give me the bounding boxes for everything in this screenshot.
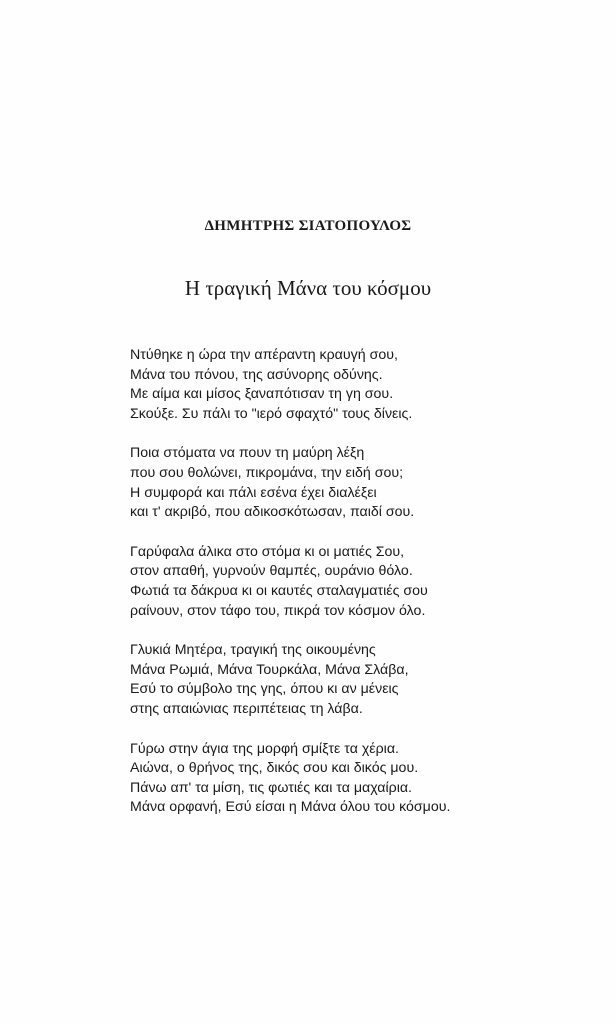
poem-line: Πάνω απ' τα μίση, τις φωτιές και τα μαχαίρια. bbox=[130, 779, 413, 796]
poem-line: που σου θολώνει, πικρομάνα, την ειδή σου; bbox=[130, 464, 404, 481]
poem-body bbox=[130, 346, 530, 838]
poem-line: Ντύθηκε η ώρα την απέραντη κραυγή σου, bbox=[130, 347, 398, 363]
poem-stanza bbox=[130, 740, 530, 818]
poem-stanza bbox=[130, 543, 530, 621]
poem-line: Σκούξε. Συ πάλι το "ιερό σφαχτό" τους δίνεις. bbox=[130, 405, 413, 422]
poem-line: Μάνα Ρωμιά, Μάνα Τουρκάλα, Μάνα Σλάβα, bbox=[130, 661, 409, 678]
poem-stanza bbox=[130, 346, 530, 424]
poem-stanza bbox=[130, 641, 530, 719]
poem-line: Ποια στόματα να πουν τη μαύρη λέξη bbox=[130, 445, 365, 462]
poem-line: Αιώνα, ο θρήνος της, δικός σου και δικός μου. bbox=[130, 760, 419, 777]
poem-line: Η συμφορά και πάλι εσένα έχει διαλέξει bbox=[130, 484, 377, 501]
poem-author: ΔΗΜΗΤΡΗΣ ΣΙΑΤΟΠΟΥΛΟΣ bbox=[204, 218, 412, 234]
poem-line: Εσύ το σύμβολο της γης, όπου κι αν μένεις bbox=[130, 681, 399, 698]
poem-line: Φωτιά τα δάκρυα κι οι καυτές σταλαγματιές σου bbox=[130, 582, 428, 599]
poem-line: Μάνα ορφανή, Εσύ είσαι η Μάνα όλου του κόσμου. bbox=[130, 799, 451, 816]
poem-stanza bbox=[130, 444, 530, 522]
poem-line: στης απαιώνιας περιπέτειας τη λάβα. bbox=[130, 700, 363, 717]
poem-line: και τ' ακριβό, που αδικοσκότωσαν, παιδί σου. bbox=[130, 504, 415, 521]
poem-line: Με αίμα και μίσος ξαναπότισαν τη γη σου. bbox=[130, 386, 394, 403]
poem-line: ραίνουν, στον τάφο του, πικρά τον κόσμον όλο. bbox=[130, 602, 426, 619]
poem-line: Γύρω στην άγια της μορφή σμίξτε τα χέρια. bbox=[130, 740, 399, 757]
poem-line: Μάνα του πόνου, της ασύνορης οδύνης. bbox=[130, 366, 383, 383]
poem-line: Γλυκιά Μητέρα, τραγική της οικουμένης bbox=[130, 642, 376, 659]
poem-line: στον απαθή, γυρνούν θαμπές, ουράνιο θόλο. bbox=[130, 563, 413, 580]
poem-title: Η τραγική Μάνα του κόσμου bbox=[184, 276, 432, 300]
poem-line: Γαρύφαλα άλικα στο στόμα κι οι ματιές Σου, bbox=[130, 543, 405, 560]
